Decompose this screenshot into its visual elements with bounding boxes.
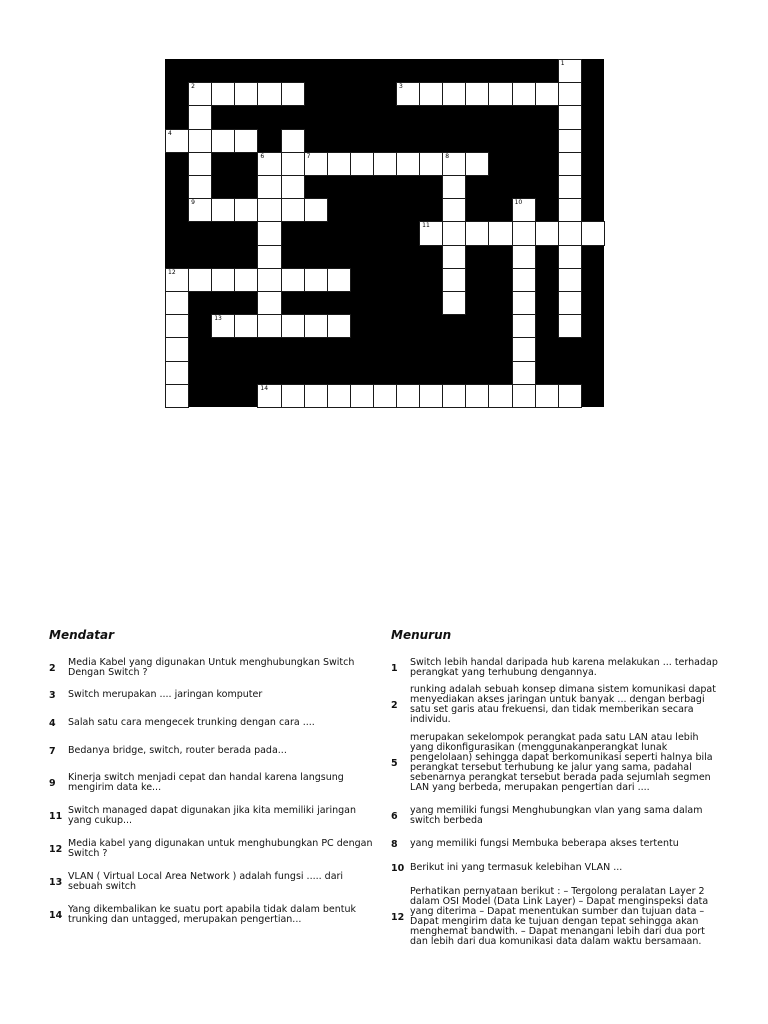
grid-cell[interactable] — [396, 82, 420, 106]
clue-text: runking adalah sebuah konsep dimana sistem komunikasi dapat menyediakan akses jaringan untuk banyak ... dengan berbagi satu set garis atau frekuensi, dan tidak memberikan secara individu. — [410, 684, 716, 725]
down-clue — [391, 885, 721, 949]
clue-number-label: 11 — [422, 222, 430, 230]
clue-text: yang memiliki fungsi Menghubungkan vlan yang sama dalam switch berbeda — [410, 805, 703, 826]
grid-cell[interactable] — [257, 314, 281, 338]
clue-text: Media kabel yang digunakan untuk menghubungkan PC dengan Switch ? — [68, 838, 373, 859]
down-heading: Menurun — [391, 628, 452, 642]
grid-cell[interactable] — [419, 221, 443, 245]
clue-text: Switch merupakan .... jaringan komputer — [68, 689, 263, 700]
clue-number: 4 — [49, 717, 56, 729]
grid-cell[interactable] — [512, 221, 536, 245]
grid-cell[interactable] — [442, 221, 466, 245]
grid-cell[interactable] — [211, 314, 235, 338]
grid-cell[interactable] — [165, 384, 189, 408]
across-clue — [49, 903, 374, 927]
clue-number-label: 7 — [306, 152, 311, 160]
clue-text: merupakan sekelompok perangkat pada satu LAN atau lebih yang dikonfigurasikan (menggunakanperangkat lunak pengelolaan) sehingga dapat berkomunikasi seperti halnya bila perangkat tersebut terhubung ke jalur yang sama, padahal sebenarnya perangkat tersebut berada pada sejumlah segmen LAN yang berbeda, merupakan pengertian dari .... — [410, 732, 713, 793]
grid-cell[interactable] — [304, 268, 328, 292]
clue-number-label: 13 — [214, 315, 222, 323]
grid-cell[interactable] — [488, 82, 512, 106]
grid-cell[interactable] — [257, 268, 281, 292]
clue-text: Kinerja switch menjadi cepat dan handal karena langsung mengirim data ke... — [68, 772, 344, 793]
grid-cell[interactable] — [304, 152, 328, 176]
clue-number: 14 — [49, 909, 63, 921]
grid-cell[interactable] — [373, 152, 397, 176]
down-clue-list — [391, 656, 721, 949]
grid-cell[interactable] — [442, 245, 466, 269]
across-clue — [49, 656, 374, 680]
grid-cell[interactable] — [327, 268, 351, 292]
clue-number: 1 — [391, 662, 398, 674]
clue-number-label: 3 — [399, 83, 403, 91]
across-clue — [49, 716, 374, 730]
across-clue-list — [49, 656, 374, 927]
clue-number-label: 4 — [168, 129, 172, 137]
clue-number-label: 2 — [191, 83, 195, 91]
clue-number: 11 — [49, 810, 63, 822]
grid-cell[interactable] — [465, 384, 489, 408]
grid-cell[interactable] — [257, 384, 281, 408]
clue-text: Bedanya bridge, switch, router berada pada... — [68, 745, 287, 756]
clue-number-label: 10 — [514, 199, 523, 207]
down-clue — [391, 861, 721, 875]
grid-cell[interactable] — [465, 221, 489, 245]
clue-number: 10 — [391, 862, 405, 874]
clue-number: 9 — [49, 777, 56, 789]
grid-cell[interactable] — [211, 129, 235, 153]
down-clue — [391, 837, 721, 851]
grid-cell[interactable] — [188, 129, 212, 153]
grid-cell[interactable] — [304, 198, 328, 222]
down-clue — [391, 684, 721, 725]
grid-cell[interactable] — [558, 129, 582, 153]
grid-cell[interactable] — [488, 221, 512, 245]
down-clues — [391, 628, 721, 949]
grid-cell[interactable] — [281, 268, 305, 292]
grid-cell[interactable] — [558, 291, 582, 315]
grid-cell[interactable] — [257, 221, 281, 245]
grid-cell[interactable] — [442, 291, 466, 315]
grid-cell[interactable] — [558, 175, 582, 199]
grid-cell[interactable] — [188, 152, 212, 176]
grid-cell[interactable] — [188, 268, 212, 292]
clue-number-label: 1 — [560, 60, 565, 67]
clue-number-label: 9 — [191, 199, 195, 207]
grid-cell[interactable] — [558, 314, 582, 338]
grid-cell[interactable] — [558, 82, 582, 106]
grid-cell[interactable] — [442, 268, 466, 292]
clue-text: VLAN ( Virtual Local Area Network ) adalah fungsi ..... dari sebuah switch — [68, 871, 344, 892]
grid-cell[interactable] — [327, 314, 351, 338]
grid-cell[interactable] — [188, 82, 212, 106]
grid-cell[interactable] — [535, 384, 559, 408]
clue-number: 2 — [391, 699, 398, 711]
grid-cell[interactable] — [281, 129, 305, 153]
grid-cell[interactable] — [234, 198, 258, 222]
across-heading: Mendatar — [49, 628, 115, 642]
grid-cell[interactable] — [257, 152, 281, 176]
grid-cell[interactable] — [442, 175, 466, 199]
down-clue — [391, 656, 721, 680]
clue-number: 12 — [391, 911, 405, 923]
grid-cell[interactable] — [442, 384, 466, 408]
grid-cell[interactable] — [257, 291, 281, 315]
clue-number: 6 — [391, 810, 398, 822]
grid-cell[interactable] — [281, 198, 305, 222]
grid-cell[interactable] — [188, 198, 212, 222]
down-clue — [391, 731, 721, 795]
grid-cell[interactable] — [558, 152, 582, 176]
grid-cell[interactable] — [281, 175, 305, 199]
grid-cell[interactable] — [465, 82, 489, 106]
grid-cell[interactable] — [165, 314, 189, 338]
grid-cell[interactable] — [257, 245, 281, 269]
clue-text: yang memiliki fungsi Membuka beberapa akses tertentu — [410, 838, 679, 849]
grid-cell[interactable] — [512, 268, 536, 292]
clue-text: Salah satu cara mengecek trunking dengan cara .... — [68, 717, 315, 728]
crossword-grid — [165, 59, 604, 407]
grid-cell[interactable] — [558, 384, 582, 408]
grid-cell[interactable] — [304, 384, 328, 408]
grid-cell[interactable] — [558, 59, 582, 83]
grid-cell[interactable] — [234, 82, 258, 106]
grid-cell[interactable] — [257, 82, 281, 106]
grid-cell[interactable] — [558, 198, 582, 222]
clue-number: 3 — [49, 689, 56, 701]
grid-cell[interactable] — [165, 291, 189, 315]
grid-cell[interactable] — [396, 384, 420, 408]
grid-cell[interactable] — [257, 198, 281, 222]
grid-cell[interactable] — [512, 361, 536, 385]
clue-text: Media Kabel yang digunakan Untuk menghubungkan Switch Dengan Switch ? — [68, 657, 355, 678]
grid-cell[interactable] — [211, 198, 235, 222]
grid-cell[interactable] — [419, 82, 443, 106]
grid-cell[interactable] — [327, 384, 351, 408]
grid-cell[interactable] — [165, 129, 189, 153]
clue-text: Yang dikembalikan ke suatu port apabila tidak dalam bentuk trunking dan untagged, merupakan pengertian... — [68, 904, 357, 925]
clue-text: Berikut ini yang termasuk kelebihan VLAN ... — [410, 862, 623, 873]
grid-cell[interactable] — [281, 152, 305, 176]
clue-number: 2 — [49, 662, 56, 674]
grid-cell[interactable] — [165, 268, 189, 292]
across-clue — [49, 771, 374, 795]
grid-cell[interactable] — [465, 152, 489, 176]
across-clue — [49, 804, 374, 828]
clue-number: 5 — [391, 757, 398, 769]
grid-cell[interactable] — [304, 314, 328, 338]
grid-cell[interactable] — [535, 221, 559, 245]
grid-cell[interactable] — [234, 268, 258, 292]
grid-cell[interactable] — [234, 314, 258, 338]
grid-cell[interactable] — [558, 105, 582, 129]
grid-cell[interactable] — [535, 82, 559, 106]
grid-cell[interactable] — [234, 129, 258, 153]
grid-cell[interactable] — [581, 221, 605, 245]
grid-cell[interactable] — [512, 245, 536, 269]
grid-cell[interactable] — [211, 268, 235, 292]
grid-cell[interactable] — [442, 198, 466, 222]
clue-number: 7 — [49, 745, 56, 757]
grid-cell[interactable] — [512, 337, 536, 361]
grid-cell[interactable] — [350, 152, 374, 176]
grid-cell[interactable] — [350, 384, 374, 408]
across-clue — [49, 870, 374, 894]
clue-number: 12 — [49, 843, 63, 855]
grid-cell[interactable] — [558, 268, 582, 292]
clue-text: Switch managed dapat digunakan jika kita memiliki jaringan yang cukup... — [68, 805, 356, 826]
grid-cell[interactable] — [512, 82, 536, 106]
grid-cell[interactable] — [396, 152, 420, 176]
grid-cell[interactable] — [442, 152, 466, 176]
grid-cell[interactable] — [419, 152, 443, 176]
clue-number: 8 — [391, 838, 398, 850]
grid-cell[interactable] — [512, 198, 536, 222]
grid-cell[interactable] — [281, 384, 305, 408]
grid-cell[interactable] — [512, 314, 536, 338]
clue-text: Perhatikan pernyataan berikut : – Tergolong peralatan Layer 2 dalam OSI Model (Data Link Layer) – Dapat menginspeksi data yang diterima – Dapat menentukan sumber dan tujuan data – Dapat mengirim data ke tujuan dengan tepat sehingga akan menghemat bandwith. – Dapat menangani lebih dari dua port dan lebih dari dua komunikasi data dalam waktu bersamaan. — [410, 886, 709, 947]
clue-number: 13 — [49, 876, 63, 888]
grid-cell[interactable] — [558, 245, 582, 269]
clue-number-label: 6 — [260, 152, 265, 160]
grid-cell[interactable] — [281, 82, 305, 106]
clue-text: Switch lebih handal daripada hub karena melakukan ... terhadap perangkat yang terhubung dengannya. — [410, 657, 718, 678]
grid-cell[interactable] — [188, 175, 212, 199]
across-clues — [49, 628, 374, 927]
grid-cell[interactable] — [188, 105, 212, 129]
grid-cell[interactable] — [327, 152, 351, 176]
across-clue — [49, 837, 374, 861]
clue-number-label: 14 — [260, 384, 269, 392]
grid-cell[interactable] — [488, 384, 512, 408]
clue-number-label: 8 — [445, 152, 450, 160]
grid-cell[interactable] — [512, 384, 536, 408]
grid-cell[interactable] — [373, 384, 397, 408]
grid-cell[interactable] — [257, 175, 281, 199]
across-clue — [49, 744, 374, 758]
grid-cell[interactable] — [211, 82, 235, 106]
grid-cell[interactable] — [442, 82, 466, 106]
down-clue — [391, 804, 721, 828]
across-clue — [49, 688, 374, 702]
grid-cell[interactable] — [281, 314, 305, 338]
clue-number-label: 12 — [168, 268, 176, 276]
grid-cell[interactable] — [558, 221, 582, 245]
grid-cell[interactable] — [165, 361, 189, 385]
grid-cell[interactable] — [419, 384, 443, 408]
grid-cell[interactable] — [165, 337, 189, 361]
grid-cell[interactable] — [512, 291, 536, 315]
